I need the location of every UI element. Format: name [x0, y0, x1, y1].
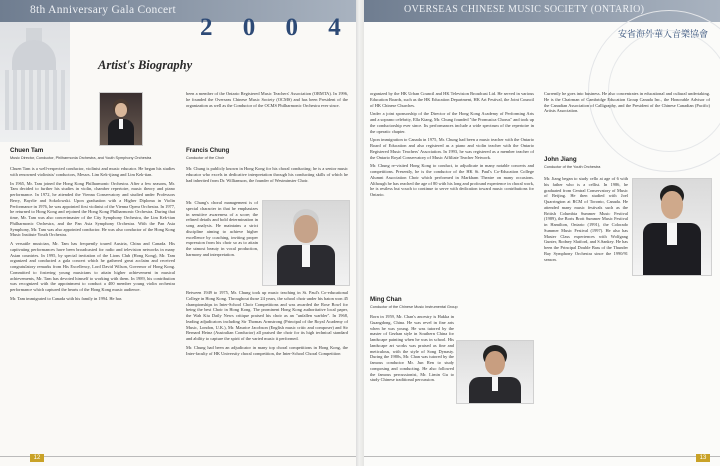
francis-chung-photo: [262, 200, 350, 286]
ming-chan-role: Conductor of the Chinese Music Instrumental Group: [370, 305, 458, 309]
building-body: [5, 70, 65, 130]
right-header-chinese: 安省海外華人音樂協會: [617, 30, 708, 40]
section-title: Artist's Biography: [98, 58, 193, 72]
bio-paragraph: Between 1949 to 1975, Mr. Chung took up music teaching in St. Paul's Co-educational College in Hong Kong. Throughout those 24 years, the school choir under his baton won 45 championships in Inter-School Choir Competitions and was awarded the Rose Bowl for being the best Choir in Hong Kong. The prominent Hong Kong authoritative local paper, the Wah Kiu Daily News critique praised his choir as an "unfallen warbler". In 1968, leading adjudicators including Sir Thomas Armstrong (Principal of the Royal Academy of Music, London, U.K.), Mr. Maurice Jacobson (English music critic and composer) and Sir Bernard Heinz (Australian Conductor) all praised the choir for its high technical standard and ability to capture the spirit of the varied music it performed.: [186, 290, 348, 341]
building-dome: [12, 40, 56, 70]
right-col1-text: [370, 91, 534, 201]
chuen-tam-name: Chuen Tam: [10, 147, 44, 154]
building-illustration: [0, 22, 70, 142]
right-page-number: 13: [696, 454, 710, 462]
bio-paragraph: A versatile musician, Mr. Tam has frequently toured Austria, China and Canada. His captivating performances have been broadcasted for radio and television networks in many Asian countries. In 1995, by special invitation of the Lions Club (Hong Kong), Mr. Tam organized and conducted a gala concert which he gathered great acclaim and received congratulatory remarks from His Excellency, Lord David Wilson, Governor of Hong Kong. Committed to fostering young musicians to attain higher achievement in musical achievements, Mr. Tam has devoted himself to working with them. In 1989, his contribution was recognized with the appointment to conduct a 400 member young violin orchestra performance which captured the hearts of the Hong Kong music audience.: [10, 241, 175, 292]
john-jiang-name: John Jiang: [544, 156, 577, 163]
bio-paragraph: Mr. Chung re-visited Hong Kong to conduct, to adjudicate in many notable concerts and competitions. Presently, he is the conductor of the HK St. Paul's Co-Education College Alumni Association Choir which performed in Markham Theatre on many occasions. Although he has reached the age of 80 with his long and profound experience in choral work, he is restless but vouch to continue to serve with dedication toward music contributions for Ontario.: [370, 163, 534, 197]
john-jiang-photo: [632, 178, 712, 276]
francis-chung-bio-c: [186, 290, 348, 359]
francis-chung-name: Francis Chung: [186, 147, 230, 154]
ming-chan-photo: [456, 340, 534, 404]
bio-paragraph: Upon immigration to Canada in 1975, Mr. Chung had been a music teacher with the Ontario Board of Education and also registered as a piano and violin teacher with the Ontario Registered Music Teachers' Association. In 1993, he was registered as a member teacher of the Ontario Royal Conservatory of Music Affiliate Teacher Network.: [370, 137, 534, 160]
left-page-number: 12: [30, 454, 44, 462]
left-header-title: 8th Anniversary Gala Concert: [30, 4, 177, 16]
bio-paragraph: In 1965, Mr. Tam joined the Hong Kong Philharmonic Orchestra. After a few seasons, Mr. Tam decided to further his studies in violin, chamber repertoire, music theory and piano performance. In 1972, he attended the Vienna Conservatory and studied under Professors Berry, Bayrlie and Sokolowski. Upon graduation with a Higher Diploma in Violin Performance in 1976, he was appointed first violinist of the Vienna Opera Orchestra. In 1977, he returned to Hong Kong and rejoined the Hong Kong Philharmonic Orchestra. During that time, Mr. Tam was also concertmaster of the City Symphony Orchestra, the Lim Kek-tian Philharmonic Orchestra, and the Pan Asia Symphony Orchestra. With the Pan Asia Symphony, Mr. Tam was also appointed conductor. He was also conductor of the Hong Kong Music Institute Youth Orchestra.: [10, 180, 175, 238]
john-jiang-role: Conductor of the Youth Orchestra: [544, 165, 601, 169]
book-gutter: [356, 0, 364, 466]
chuen-tam-bio: [10, 166, 175, 305]
left-col2-intro: [186, 91, 348, 111]
bio-paragraph: been a member of the Ontario Registered Music Teachers' Association (ORMTA). In 1996, he founded the Overseas Chinese Music Society (OCMS) and has been President of the organization as well as the Conductor of the OCMS Philharmonic Orchestra ever since.: [186, 91, 348, 108]
chuen-tam-photo: [99, 92, 143, 146]
ming-chan-bio: [370, 314, 454, 386]
bio-paragraph: organized by the HK Urban Council and HK Television Broadcast Ltd. He served in various Education Boards, such as the HK Education Department, HK Art Festival, the Joint Council of HK Chinese Churches.: [370, 91, 534, 108]
francis-chung-bio-b: [186, 200, 258, 261]
chuen-tam-role: Music Director, Conductor, Philharmonia Orchestra, and Youth Symphony Orchestra: [10, 156, 152, 160]
right-header-title: OVERSEAS CHINESE MUSIC SOCIETY (ONTARIO): [404, 4, 645, 15]
bio-paragraph: Currently he goes into business. He also concentrates in educational and cultural undertaking. He is the Chairman of Cambridge Education Group Canada Inc., the Honorable Advisor of the Canadian Association of Calligraphy, and the President of the Chinese Canadian (Pacific) Artists Association.: [544, 91, 710, 114]
bio-paragraph: Mr. Chung had been an adjudicator in many top choral competitions in Hong Kong, the Inter-faculty of HK University choral competition, the Inter-School Choral Competition: [186, 344, 348, 356]
right-col2-intro: [544, 91, 710, 117]
john-jiang-bio: [544, 176, 628, 265]
bio-paragraph: Chuen Tam is a well-respected conductor, violinist and music educator. He began his studies with renowned violinists/ conductors, Messrs. Lim Kek-tjiang and Lim Kek-tian.: [10, 166, 175, 177]
left-bottom-rule: [0, 456, 356, 457]
bio-paragraph: Mr. Tam immigrated to Canada with his family in 1994. He has: [10, 295, 122, 301]
francis-chung-role: Conductor of the Choir: [186, 156, 225, 160]
year-title: 2 0 0 4: [200, 14, 353, 41]
left-page: [0, 0, 356, 466]
bio-paragraph: Born in 1959, Mr. Chan's ancestry is Hakka in Guangdong, China. He was revel in fine arts when he was young. He was tutored by the master of Gezhan style in Southern China for landscape painting when he was in school. His landscape art works was praised as fine and meticulous, with the style of Song Dynasty. During the 1980s, Mr. Chan was tutored by the famous conductor Mr. Jun Ren to study composing and conducting. He also followed the famous percussionist, Mr. Limin Gu to study Chinese traditional percussion.: [370, 314, 454, 383]
bio-paragraph: Mr. Chung's choral management is of special character in that he emphasizes in sensitive awareness of a score; the refined details and bold determination in song analysis. He maintains a strict discipline aiming to achieve higher excellence by coaching, inviting proper expression from his choir so as to attain the utmost beauty in vocal production, harmony and interpretation.: [186, 200, 258, 257]
bio-paragraph: Mr. Jiang began to study cello at age of 6 with his father who is a cellist. In 1986, he graduated from Central Conservatory of Music of Beijing. He then studied with Joel Quarrington at RCM of Toronto, Canada. He attended many music festivals such as the British Columbia Summer Music Festival (1989), the Boris Brott Summer Music Festival in Hamilton, Ontario (1991), the Colorado Summer Music Festival (1997). He also has Master Class experiences with Wolfgang Gunter, Rodney Slatford, and S.Sankey. He has been the Principal Double Bass of the Thunder Bay Symphony Orchestra since the 1990/91 season.: [544, 176, 628, 262]
right-page: [364, 0, 720, 466]
bio-paragraph: Under a joint sponsorship of the Director of the Hong Kong Academy of Performing Arts and a soprano celebrity, Ella Kiang, Mr. Chung founded "the Promusica Chorus" and took up the conductorship ever since. Its performances include a wide spectrum of the repertoire in the operatic chapter.: [370, 111, 534, 134]
ming-chan-name: Ming Chan: [370, 296, 402, 303]
bio-paragraph: Mr. Chung is publicly known in Hong Kong for his choral conducting; he is a senior music educator who excels in dedicative interpretation through his conducting skills of which he had inherited from Dr. Williamson, the founder of Westminster Choir.: [186, 166, 348, 183]
francis-chung-bio-a: [186, 166, 348, 186]
right-bottom-rule: [364, 456, 720, 457]
